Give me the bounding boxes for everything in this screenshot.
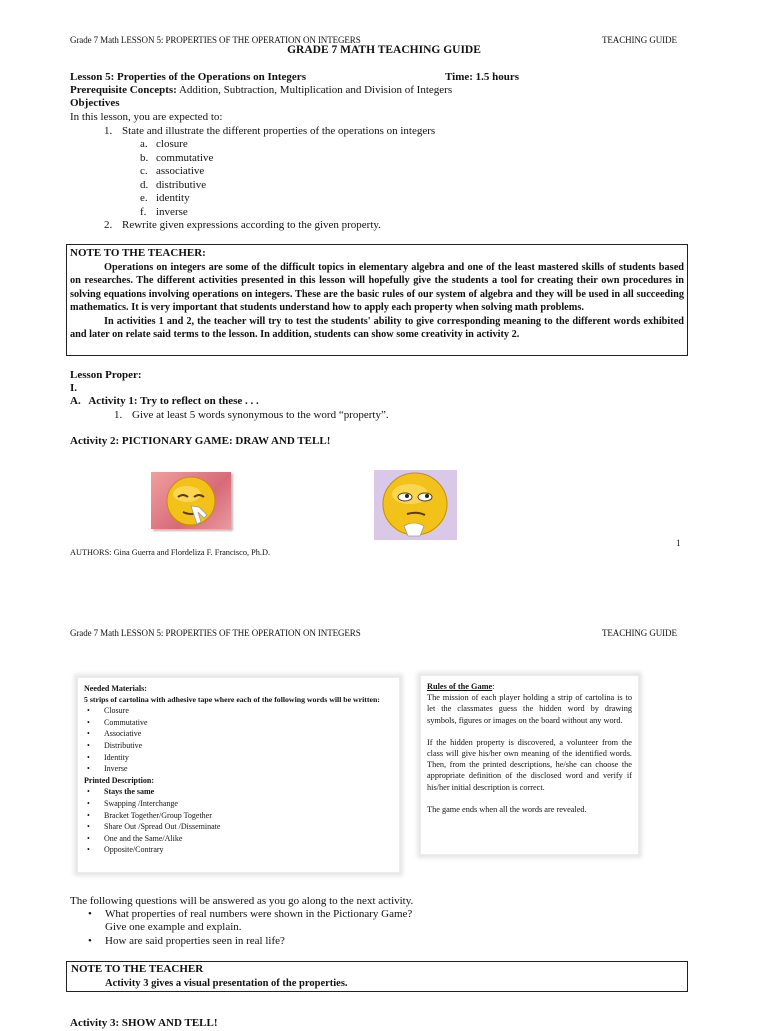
description-text: One and the Same/Alike xyxy=(104,833,183,843)
list-item: • Closure xyxy=(87,706,129,716)
list-letter: a. xyxy=(140,138,148,150)
rules-paragraph: If the hidden property is discovered, a volunteer from the class will give his/her own meaning of the identified words. Then, from the printed descriptions, he/she can choose the appropriate definition of the disclosed word and verify if his/her initial description is correct. xyxy=(427,737,632,792)
thinking-emoji-image xyxy=(151,472,231,529)
objective-number: 2. xyxy=(104,219,113,231)
page1-header-right: TEACHING GUIDE xyxy=(602,35,677,45)
lesson-label: Lesson 5: Properties of the Operations on Integers xyxy=(70,71,306,83)
teacher-note-paragraph: In activities 1 and 2, the teacher will try to test the students' ability to give corresponding meaning to the different words exhibited and later on relate said terms to the lesson. In addition, students can show some creativity in activity 2. xyxy=(70,315,684,340)
list-item: • One and the Same/Alike xyxy=(87,833,183,843)
word-text: Identity xyxy=(104,752,129,762)
objective-number: 1. xyxy=(104,125,113,137)
word-text: Inverse xyxy=(104,764,128,774)
descriptions-list xyxy=(84,786,393,856)
property-list-item xyxy=(140,179,213,193)
activity2-heading: Activity 2: PICTIONARY GAME: DRAW AND TELL! xyxy=(70,435,331,447)
list-item: • Distributive xyxy=(87,740,143,750)
rules-label: Rules of the Game xyxy=(427,682,493,691)
teacher-note-title: NOTE TO THE TEACHER xyxy=(71,963,204,975)
question-text: How are said properties seen in real life? xyxy=(105,935,285,947)
materials-text: 5 strips of cartolina with adhesive tape where each of the following words will be written: xyxy=(84,694,380,704)
thinking-emoji-icon xyxy=(151,472,231,529)
activity1-text: Give at least 5 words synonymous to the word “property”. xyxy=(132,409,389,421)
teacher-note-title: NOTE TO THE TEACHER: xyxy=(70,247,206,259)
description-text: Bracket Together/Group Together xyxy=(104,810,212,820)
words-list xyxy=(84,705,393,775)
activity1-number: 1. xyxy=(114,409,123,421)
printed-description-label: Printed Description: xyxy=(84,775,154,785)
list-text: commutative xyxy=(156,151,214,164)
questions-intro: The following questions will be answered as you go along to the next activity. xyxy=(70,895,414,907)
list-letter: d. xyxy=(140,178,149,191)
objectives-intro: In this lesson, you are expected to: xyxy=(70,111,223,123)
list-letter: e. xyxy=(140,192,148,204)
list-text: associative xyxy=(156,165,205,177)
description-text: Opposite/Contrary xyxy=(104,845,164,855)
question-text: What properties of real numbers were shown in the Pictionary Game? xyxy=(105,908,413,920)
list-letter: f. xyxy=(140,205,147,218)
list-text: identity xyxy=(156,192,190,204)
materials-label: Needed Materials: xyxy=(84,684,147,693)
roman-numeral: I. xyxy=(70,382,78,394)
page-title: GRADE 7 MATH TEACHING GUIDE xyxy=(287,44,481,56)
property-list-item xyxy=(140,192,213,206)
list-letter: b. xyxy=(140,151,149,164)
bullet: • xyxy=(88,908,92,920)
objective-item xyxy=(104,125,435,139)
property-list-item xyxy=(140,138,213,152)
activity3-heading: Activity 3: SHOW AND TELL! xyxy=(70,1017,218,1029)
word-text: Commutative xyxy=(104,717,148,727)
page-number: 1 xyxy=(676,538,681,548)
teacher-note-box xyxy=(66,244,688,356)
list-item: • Swapping /Interchange xyxy=(87,798,178,808)
pondering-emoji-icon xyxy=(374,470,457,540)
activity1-item xyxy=(114,409,389,423)
property-list-item xyxy=(140,152,213,166)
word-text: Closure xyxy=(104,706,129,716)
list-item: • Commutative xyxy=(87,717,148,727)
objective-text: State and illustrate the different properties of the operations on integers xyxy=(122,125,436,137)
rules-paragraph: The game ends when all the words are revealed. xyxy=(427,804,587,814)
list-text: closure xyxy=(156,138,188,150)
prerequisite-label: Prerequisite Concepts: xyxy=(70,84,177,96)
rules-paragraph: The mission of each player holding a strip of cartolina is to let the classmates guess the hidden word by drawing symbols, figures or images on the board without any word. xyxy=(427,693,632,725)
property-list-item xyxy=(140,165,213,179)
list-item: • Opposite/Contrary xyxy=(87,845,164,855)
lesson-proper-heading: Lesson Proper: xyxy=(70,369,142,381)
pondering-emoji-image xyxy=(374,470,457,540)
activity1-heading: A. Activity 1: Try to reflect on these . . . xyxy=(70,395,259,407)
page2-header-left: Grade 7 Math LESSON 5: PROPERTIES OF THE OPERATION ON INTEGERS xyxy=(70,628,361,638)
question-continuation: Give one example and explain. xyxy=(105,921,242,933)
question-item xyxy=(88,908,412,922)
list-item: • Share Out /Spread Out /Disseminate xyxy=(87,822,221,832)
objectives-heading: Objectives xyxy=(70,97,120,109)
teacher-note-paragraph: Operations on integers are some of the difficult topics in elementary algebra and one of the least mastered skills of students based on researches. The different activities presented in this lesson will hopefully give the students a tool for creating their own procedures in solving equations involving operations on integers. These are the basic rules of our system of algebra and they will be used in all succeeding mathematics. It is very important that students understand how to apply each property when solving math problems. xyxy=(70,261,684,313)
description-text: Stays the same xyxy=(104,787,155,797)
word-text: Associative xyxy=(104,729,142,739)
list-item: • Stays the same xyxy=(87,787,155,797)
list-text: distributive xyxy=(156,178,207,191)
list-letter: c. xyxy=(140,165,148,177)
list-item: • Associative xyxy=(87,729,142,739)
list-item: • Identity xyxy=(87,752,129,762)
description-text: Swapping /Interchange xyxy=(104,798,178,808)
property-list xyxy=(140,138,213,219)
rules-card xyxy=(420,675,639,855)
rules-colon: : xyxy=(492,682,495,691)
page2-header-right: TEACHING GUIDE xyxy=(602,628,677,638)
list-item: • Inverse xyxy=(87,764,128,774)
authors-line: AUTHORS: Gina Guerra and Flordeliza F. Francisco, Ph.D. xyxy=(70,548,271,557)
page1-header-left: Grade 7 Math LESSON 5: PROPERTIES OF THE OPERATION ON INTEGERS xyxy=(70,35,361,45)
objective-text: Rewrite given expressions according to the given property. xyxy=(122,219,381,231)
teacher-note-box-2 xyxy=(66,961,688,992)
objective-item xyxy=(104,219,381,233)
prerequisite-text: Addition, Subtraction, Multiplication and Division of Integers xyxy=(176,84,453,96)
bullet: • xyxy=(88,935,92,947)
word-text: Distributive xyxy=(104,740,143,750)
materials-card xyxy=(77,677,400,873)
list-item: • Bracket Together/Group Together xyxy=(87,810,212,820)
prerequisite-line xyxy=(70,84,452,98)
description-text: Share Out /Spread Out /Disseminate xyxy=(104,822,221,832)
teacher-note-text: Activity 3 gives a visual presentation of the properties. xyxy=(105,977,348,989)
list-text: inverse xyxy=(156,205,188,218)
property-list-item xyxy=(140,206,213,220)
time-label: Time: 1.5 hours xyxy=(445,71,520,83)
question-item xyxy=(88,935,285,949)
